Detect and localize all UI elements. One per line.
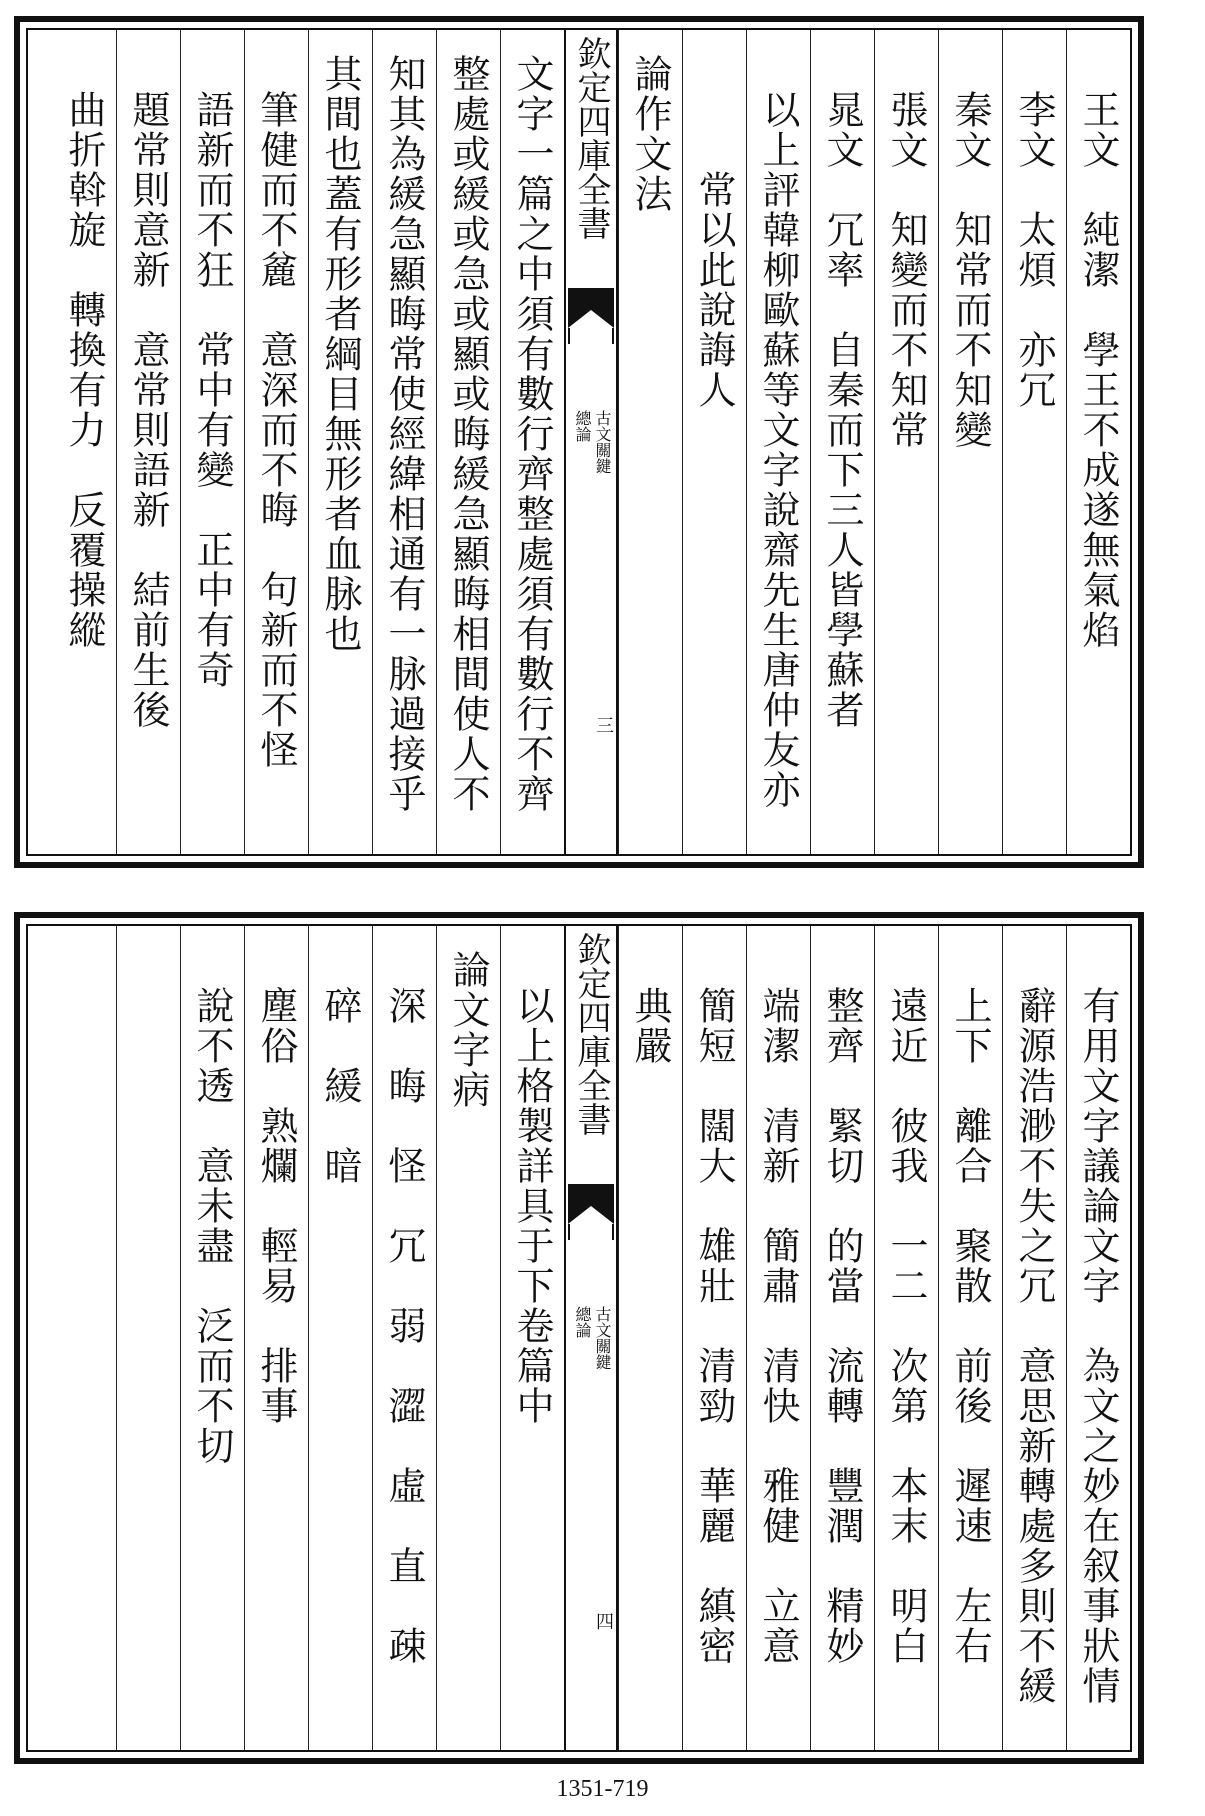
column-text: 塵俗 熟爛 輕易 排事 [254, 986, 298, 1426]
fish-tail-ornament [568, 1184, 614, 1224]
text-column [938, 30, 1002, 854]
text-column [682, 30, 746, 854]
text-column [244, 30, 308, 854]
heading-column [436, 926, 500, 1750]
book-title: 古文關鍵 [593, 1306, 612, 1370]
text-column [180, 926, 244, 1750]
column-text: 說不透 意未盡 泛而不切 [190, 986, 234, 1466]
column-text: 張文 知變而不知常 [884, 90, 928, 450]
text-column [500, 926, 564, 1750]
column-text: 題常則意新 意常則語新 結前生後 [126, 90, 170, 730]
column-text: 辭源浩渺不失之冗 意思新轉處多則不緩 [1012, 986, 1056, 1706]
column-text: 文字一篇之中須有數行齊整處須有數行不齊 [510, 54, 554, 814]
column-text: 以上格製詳具于下卷篇中 [510, 986, 554, 1426]
top-page-columns [26, 28, 1132, 856]
text-column [308, 926, 372, 1750]
column-text: 王文 純潔 學王不成遂無氣焰 [1076, 90, 1120, 650]
text-column [180, 30, 244, 854]
text-column [244, 926, 308, 1750]
folio-number: 三 [593, 716, 614, 734]
text-column [746, 30, 810, 854]
column-text: 遠近 彼我 一二 次第 本末 明白 [884, 986, 928, 1666]
column-text: 晁文 冗率 自秦而下三人皆學蘇者 [820, 90, 864, 730]
top-page-frame [14, 16, 1144, 868]
center-gutter [564, 926, 618, 1750]
column-text: 碎 緩 暗 [318, 986, 362, 1186]
center-gutter [564, 30, 618, 854]
text-column [372, 30, 436, 854]
fish-tail-ornament [568, 288, 614, 328]
bottom-page-columns [26, 924, 1132, 1752]
heading-column [618, 30, 682, 854]
column-text: 李文 太煩 亦冗 [1012, 90, 1056, 410]
section-title: 總論 [573, 410, 592, 442]
text-column [874, 30, 938, 854]
text-column [938, 926, 1002, 1750]
column-text: 其間也蓋有形者綱目無形者血脉也 [318, 54, 362, 654]
gutter-book-title [572, 410, 612, 474]
text-column [1002, 926, 1066, 1750]
text-column [1066, 926, 1130, 1750]
text-column [618, 926, 682, 1750]
section-heading: 論文字病 [446, 950, 490, 1110]
text-column [810, 30, 874, 854]
text-column [436, 30, 500, 854]
column-text: 上下 離合 聚散 前後 遲速 左右 [948, 986, 992, 1666]
fish-tail-ornament-lower [568, 1224, 614, 1240]
empty-column [52, 926, 116, 1750]
column-text: 整處或緩或急或顯或晦緩急顯晦相間使人不 [446, 54, 490, 814]
section-heading: 論作文法 [628, 54, 672, 214]
column-text: 簡短 闊大 雄壯 清勁 華麗 縝密 [692, 986, 736, 1666]
text-column [746, 926, 810, 1750]
text-column [682, 926, 746, 1750]
text-column [308, 30, 372, 854]
gutter-caption: 欽定四庫全書 [571, 932, 611, 1136]
text-column [1002, 30, 1066, 854]
text-column [810, 926, 874, 1750]
section-title: 總論 [573, 1306, 592, 1338]
gutter-caption: 欽定四庫全書 [571, 36, 611, 240]
column-text: 秦文 知常而不知變 [948, 90, 992, 450]
column-text: 知其為緩急顯晦常使經緯相通有一脉過接乎 [382, 54, 426, 814]
fish-tail-ornament-lower [568, 328, 614, 344]
column-text: 有用文字議論文字 為文之妙在叙事狀情 [1076, 986, 1120, 1706]
column-text: 深 晦 怪 冗 弱 澀 虛 直 疎 [382, 986, 426, 1666]
bottom-page-frame [14, 912, 1144, 1764]
text-column [874, 926, 938, 1750]
column-text: 整齊 緊切 的當 流轉 豐潤 精妙 [820, 986, 864, 1666]
text-column [372, 926, 436, 1750]
text-column [500, 30, 564, 854]
folio-number: 四 [593, 1612, 614, 1630]
text-column [1066, 30, 1130, 854]
column-text: 端潔 清新 簡肅 清快 雅健 立意 [756, 986, 800, 1666]
text-column [52, 30, 116, 854]
book-title: 古文關鍵 [593, 410, 612, 474]
empty-column [116, 926, 180, 1750]
column-text: 筆健而不麄 意深而不晦 句新而不怪 [254, 90, 298, 770]
gutter-book-title [572, 1306, 612, 1370]
column-text: 曲折斡旋 轉換有力 反覆操縱 [62, 90, 106, 650]
text-column [116, 30, 180, 854]
column-text: 典嚴 [628, 986, 672, 1066]
page-number: 1351-719 [556, 1776, 649, 1802]
column-text: 常以此說誨人 [692, 170, 736, 410]
column-text: 語新而不狂 常中有變 正中有奇 [190, 90, 234, 690]
column-text: 以上評韓柳歐蘇等文字說齋先生唐仲友亦 [756, 90, 800, 810]
